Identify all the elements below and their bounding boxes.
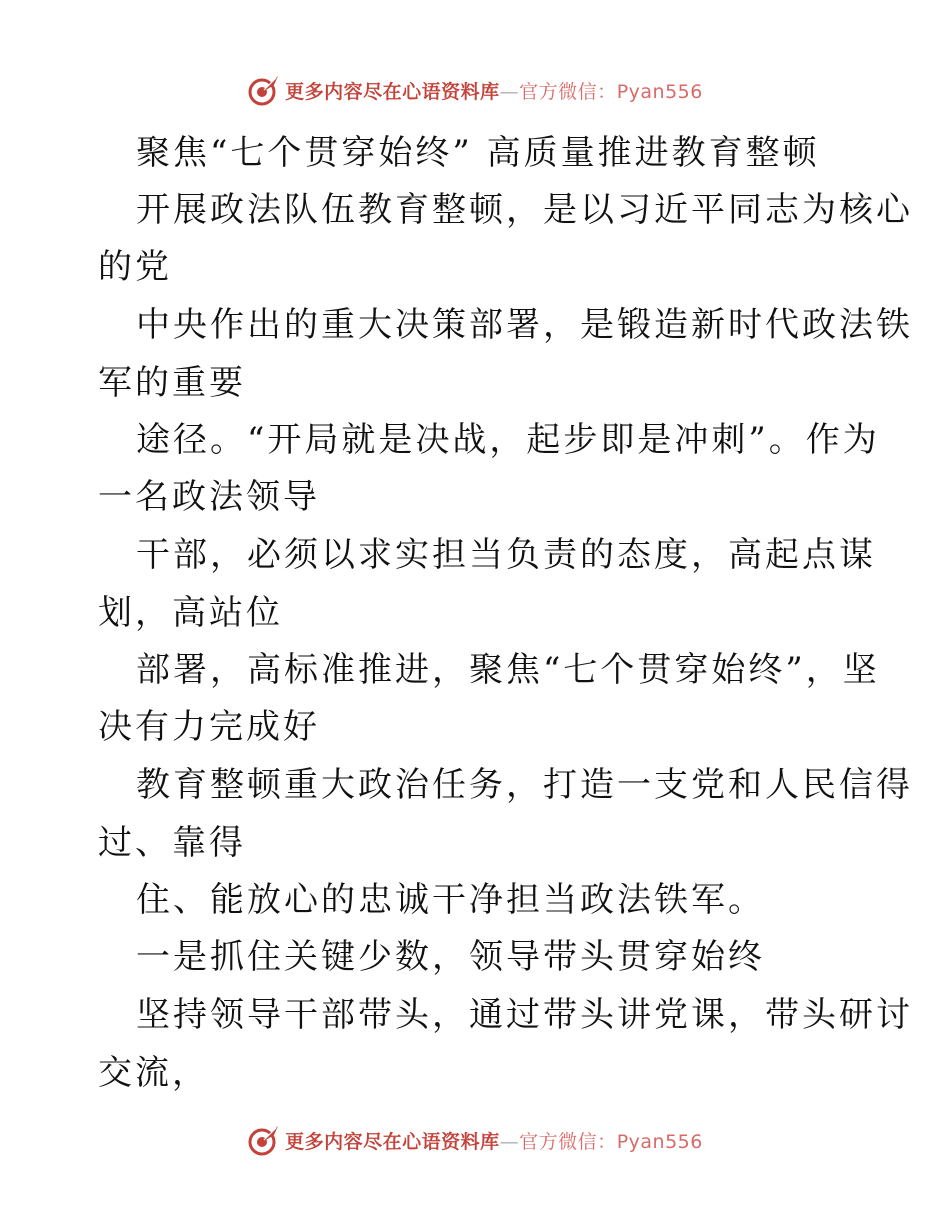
watermark-sub-text: 官方微信：: [519, 1130, 617, 1153]
paragraph-line: 坚持领导干部带头，通过带头讲党课，带头研讨: [136, 995, 913, 1035]
quill-logo-icon: [247, 1123, 281, 1157]
watermark-main-text: 更多内容尽在心语资料库: [285, 1130, 500, 1153]
paragraph-line: 交流，: [98, 1053, 209, 1093]
watermark-main-text: 更多内容尽在心语资料库: [285, 80, 500, 103]
watermark-dash: —: [499, 80, 520, 103]
paragraph-line: 开展政法队伍教育整顿，是以习近平同志为核心: [136, 190, 913, 230]
paragraph-line: 教育整顿重大政治任务，打造一支党和人民信得: [136, 765, 913, 805]
paragraph-line: 途径。“开局就是决战，起步即是冲刺”。作为: [136, 420, 880, 460]
watermark-dash: —: [499, 1130, 520, 1153]
watermark-wechat-id: Pyan556: [616, 80, 703, 103]
paragraph-line: 过、靠得: [98, 823, 246, 863]
paragraph-line: 中央作出的重大决策部署，是锻造新时代政法铁: [136, 305, 913, 345]
quill-logo-icon: [247, 73, 281, 107]
paragraph-line: 干部，必须以求实担当负责的态度，高起点谋: [136, 535, 876, 575]
watermark-sub-text: 官方微信：: [519, 80, 617, 103]
paragraph-line: 住、能放心的忠诚干净担当政法铁军。: [136, 880, 765, 920]
header-watermark: [0, 70, 950, 110]
paragraph-line: 军的重要: [98, 363, 246, 403]
section-heading: 一是抓住关键少数，领导带头贯穿始终: [136, 937, 765, 977]
watermark-wechat-id: Pyan556: [616, 1130, 703, 1153]
paragraph-line: 一名政法领导: [98, 477, 320, 517]
paragraph-line: 决有力完成好: [98, 707, 320, 747]
paragraph-line: 划，高站位: [98, 593, 283, 633]
paragraph-line: 的党: [98, 247, 172, 287]
paragraph-line: 部署，高标准推进，聚焦“七个贯穿始终”，坚: [136, 650, 880, 690]
document-title: 聚焦“七个贯穿始终” 高质量推进教育整顿: [136, 133, 820, 173]
footer-watermark: [0, 1120, 950, 1160]
